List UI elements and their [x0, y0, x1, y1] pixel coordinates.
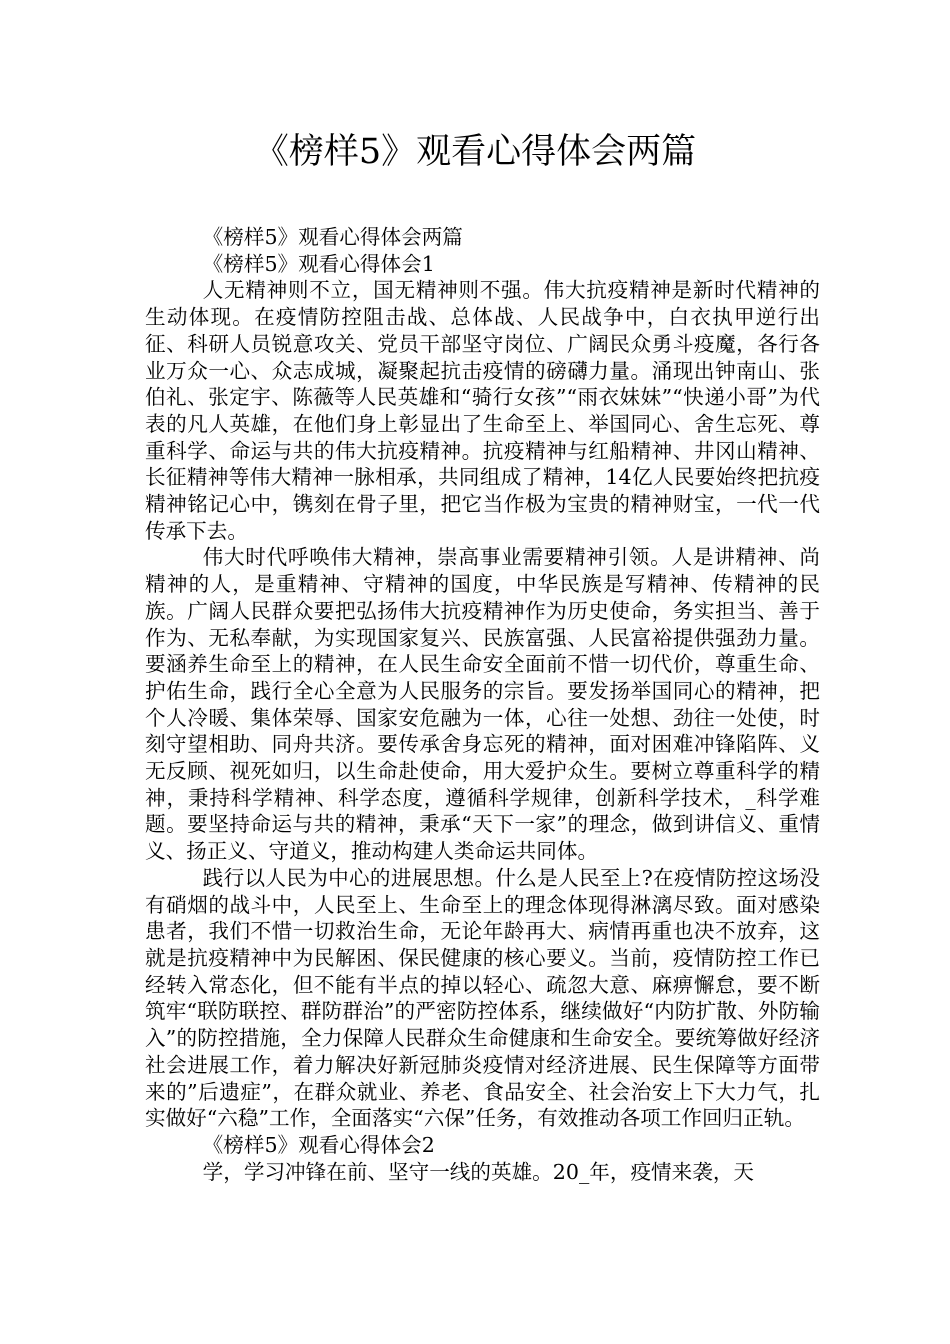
paragraph: 践行以人民为中心的进展思想。什么是人民至上?在疫情防控这场没有硝烟的战斗中，人民至上、生命至上的理念体现得淋漓尽致。面对感染患者，我们不惜一切救治生命，无论年龄再大、病情再重也决不放弃，这就是抗疫精神中为民解困、保民健康的核心要义。当前，疫情防控工作已经转入常态化，但不能有半点的掉以轻心、疏忽大意、麻痹懈怠，要不断筑牢“联防联控、群防群治”的严密防控体系，继续做好“内防扩散、外防输入”的防控措施，全力保障人民群众生命健康和生命安全。要统筹做好经济社会进展工作，着力解决好新冠肺炎疫情对经济进展、民生保障等方面带来的”后遗症”，在群众就业、养老、食品安全、社会治安上下大力气，扎实做好“六稳”工作，全面落实“六保”任务，有效推动各项工作回归正轨。 [145, 865, 820, 1131]
paragraph: 伟大时代呼唤伟大精神，崇高事业需要精神引领。人是讲精神、尚精神的人，是重精神、守精神的国度，中华民族是写精神、传精神的民族。广阔人民群众要把弘扬伟大抗疫精神作为历史使命，务实担当、善于作为、无私奉献，为实现国家复兴、民族富强、人民富裕提供强劲力量。要涵养生命至上的精神，在人民生命安全面前不惜一切代价，尊重生命、护佑生命，践行全心全意为人民服务的宗旨。要发扬举国同心的精神，把个人冷暖、集体荣辱、国家安危融为一体，心往一处想、劲往一处使，时刻守望相助、同舟共济。要传承舍身忘死的精神，面对困难冲锋陷阵、义无反顾、视死如归，以生命赴使命，用大爱护众生。要树立尊重科学的精神，秉持科学精神、科学态度，遵循科学规律，创新科学技术，_科学难题。要坚持命运与共的精神，秉承“天下一家”的理念，做到讲信义、重情义、扬正义、守道义，推动构建人类命运共同体。 [145, 545, 820, 864]
paragraph: 人无精神则不立，国无精神则不强。伟大抗疫精神是新时代精神的生动体现。在疫情防控阻击战、总体战、人民战争中，白衣执甲逆行出征、科研人员锐意攻关、党员干部坚守岗位、广阔民众勇斗疫魔，各行各业万众一心、众志成城，凝聚起抗击疫情的磅礴力量。涌现出钟南山、张伯礼、张定宇、陈薇等人民英雄和“骑行女孩”“雨衣妹妹”“快递小哥”为代表的凡人英雄，在他们身上彰显出了生命至上、举国同心、舍生忘死、尊重科学、命运与共的伟大抗疫精神。抗疫精神与红船精神、井冈山精神、长征精神等伟大精神一脉相承，共同组成了精神，14亿人民要始终把抗疫精神铭记心中，镌刻在骨子里，把它当作极为宝贵的精神财宝，一代一代传承下去。 [145, 278, 820, 543]
document-title: 《榜样5》观看心得体会两篇 [253, 132, 697, 172]
paragraph: 学，学习冲锋在前、坚守一线的英雄。20_年，疫情来袭，天 [202, 1159, 755, 1184]
paragraph-heading: 《榜样5》观看心得体会两篇 [202, 225, 463, 249]
document-body [145, 224, 820, 1185]
paragraph-subheading-2: 《榜样5》观看心得体会2 [202, 1132, 435, 1157]
paragraph-subheading-1: 《榜样5》观看心得体会1 [202, 251, 435, 276]
